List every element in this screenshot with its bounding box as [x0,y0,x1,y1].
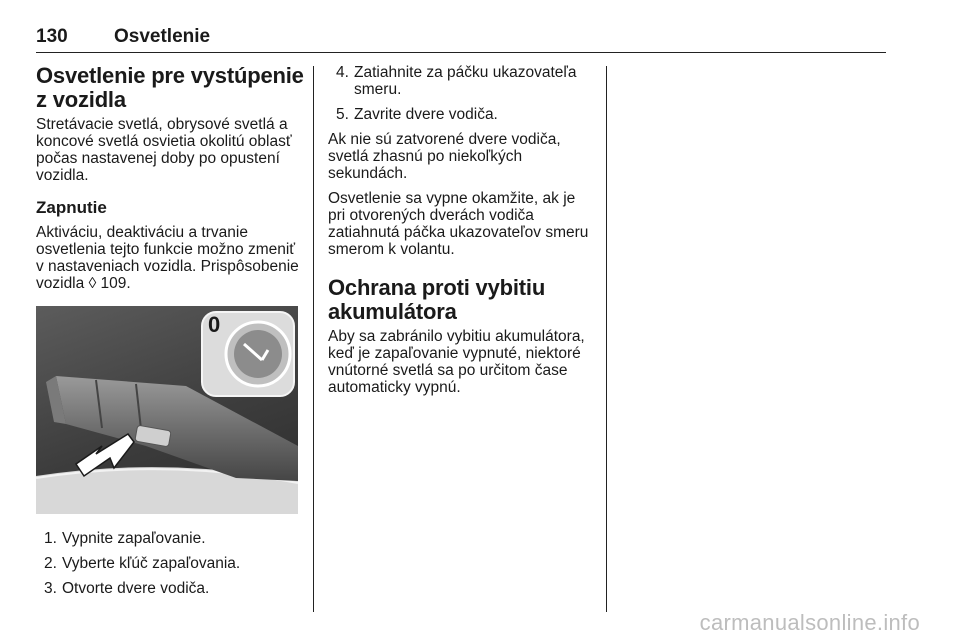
doors-paragraph: Ak nie sú zatvorené dvere vodiča, svetlá zhasnú po niekoľkých sekundách. [328,131,561,182]
chapter-title: Osvetlenie [114,26,211,47]
intro-paragraph: Stretávacie svetlá, obrysové svetlá a koncové svetlá osvietia okolitú oblasť počas nastavenej doby po opustení vozidla. [36,116,292,184]
list-item [328,106,596,123]
list-item [36,580,304,597]
list-item [328,64,596,98]
page-header [36,26,886,53]
lever-illustration [36,306,298,514]
lever-paragraph: Osvetlenie sa vypne okamžite, ak je pri otvorených dverách vodiča zatiahnutá páčka ukazovateľov smeru smerom k volantu. [328,190,589,258]
page-reference: 109. [100,275,131,292]
badge-digit: 0 [208,312,221,337]
step-text: Zatiahnite za páčku ukazovateľa smeru. [354,64,577,98]
settings-text: Aktiváciu, deaktiváciu a trvanie osvetlenia tejto funkcie možno zmeniť v nastaveniach vozidla. Prispôsobenie vozidla [36,224,299,292]
list-item [36,530,304,547]
step-number: 2. [44,555,57,572]
step-number: 5. [336,106,349,123]
step-number: 3. [44,580,57,597]
list-item [36,555,304,572]
step-text: Otvorte dvere vodiča. [62,580,210,597]
column-divider [313,66,314,612]
step-text: Vyberte kľúč zapaľovania. [62,555,241,572]
left-column [36,64,304,605]
steps-list-mid [328,64,596,123]
page-reference-icon: ◊ [88,275,97,292]
step-number: 1. [44,530,57,547]
section-title: Osvetlenie pre vystúpenie z vozidla [36,63,304,112]
steps-list-left [36,530,304,597]
sub-heading: Zapnutie [36,198,107,217]
turn-signal-lever-figure [36,306,298,514]
battery-section-title: Ochrana proti vybitiu akumulátora [328,275,546,324]
battery-paragraph: Aby sa zabránilo vybitiu akumulátora, keď je zapaľovanie vypnuté, niektoré vnútorné svetlá sa po určitom čase automaticky vypnú. [328,328,585,396]
step-number: 4. [336,64,349,81]
settings-paragraph [36,224,304,292]
step-text: Zavrite dvere vodiča. [354,106,498,123]
middle-column [328,64,596,404]
column-divider [606,66,607,612]
page-number: 130 [36,26,68,47]
watermark: carmanualsonline.info [699,610,920,635]
step-text: Vypnite zapaľovanie. [62,530,206,547]
